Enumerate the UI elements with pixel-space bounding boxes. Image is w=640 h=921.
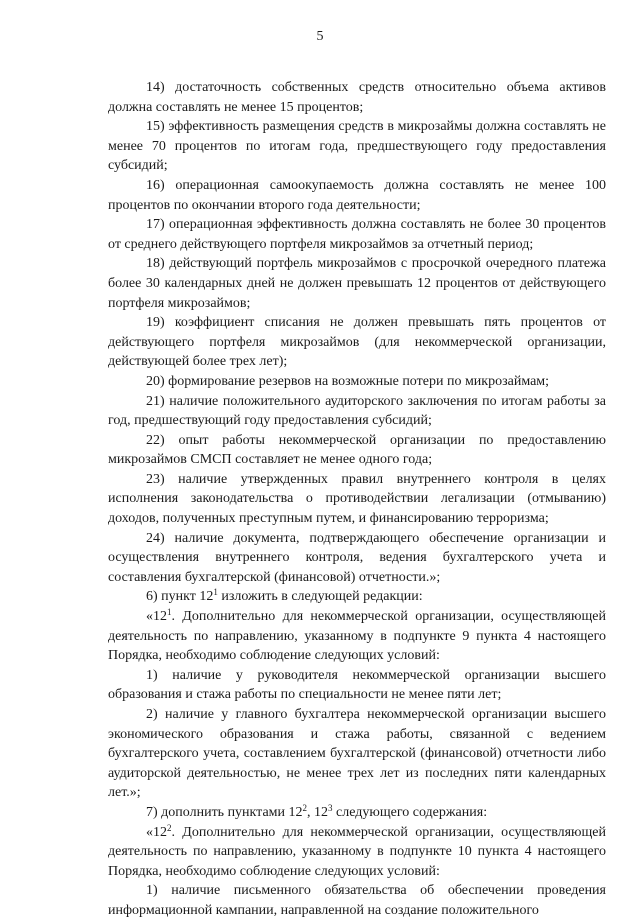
list-item-23: 23) наличие утвержденных правил внутреннего контроля в целях исполнения законодательства о противодействии легализации (отмыванию) доходов, полученных преступным путем, и финансированию терроризма; [108,471,606,527]
condition-12-1-item-1: 1) наличие у руководителя некоммерческой организации высшего образования и стажа работы по специальности не менее пяти лет; [108,667,606,703]
amendment-item-6-pre: 6) пункт 12 [146,589,214,605]
amendment-item-6 [108,587,606,607]
condition-12-1-item-2: 2) наличие у главного бухгалтера некоммерческой организации высшего экономического образования и стажа работы, связанной с ведением бухгалтерского учета, составлением бухгалтерской (финансовой) отчетности либо аудиторской деятельностью, не менее трех лет из последних пяти календарных лет.»; [108,707,606,801]
amendment-item-7 [108,803,606,823]
amendment-item-6-post: изложить в следующей редакции: [217,589,423,605]
amendment-item-7-mid: , 12 [307,804,329,820]
paragraph-12-1-post: . Дополнительно для некоммерческой организации, осуществляющей деятельность по направлению, указанному в подпункте 9 пункта 4 настоящего Порядка, необходимо соблюдение следующих условий: [108,609,606,664]
list-item-22: 22) опыт работы некоммерческой организации по предоставлению микрозаймов СМСП составляет не менее одного года; [108,432,606,468]
paragraph-12-1-sup: 1 [167,607,172,618]
amendment-item-7-sup2: 3 [328,802,333,813]
paragraph-12-2-sup: 2 [167,822,172,833]
paragraph-12-2 [108,823,606,882]
condition-12-2-item-1: 1) наличие письменного обязательства об обеспечении проведения информационной кампании, направленной на создание положительного [108,883,606,918]
list-item-15: 15) эффективность размещения средств в микрозаймы должна составлять не менее 70 процентов по итогам года, предшествующего году предоставления субсидий; [108,119,606,174]
paragraph-12-2-post: . Дополнительно для некоммерческой организации, осуществляющей деятельность по направлению, указанному в подпункте 10 пункта 4 настоящего Порядка, необходимо соблюдение следующих условий: [108,824,606,879]
amendment-item-7-sup1: 2 [302,802,308,813]
page-number: 5 [316,29,324,44]
amendment-item-7-pre: 7) дополнить пунктами 12 [146,804,303,820]
list-item-14: 14) достаточность собственных средств относительно объема активов должна составлять не менее 15 процентов; [108,80,606,115]
amendment-item-7-post: следующего содержания: [332,804,488,820]
paragraph-12-1 [108,607,606,666]
paragraph-12-1-pre: «12 [146,609,167,625]
list-item-20: 20) формирование резервов на возможные потери по микрозаймам; [146,373,550,389]
amendment-item-6-sup: 1 [213,587,218,598]
list-item-17: 17) операционная эффективность должна составлять не более 30 процентов от среднего действующего портфеля микрозаймов за отчетный период; [108,217,606,252]
list-item-19: 19) коэффициент списания не должен превышать пять процентов от действующего портфеля микрозаймов (для некоммерческой организации, действующей более трех лет); [108,315,606,370]
list-item-21: 21) наличие положительного аудиторского заключения по итогам работы за год, предшествующий году предоставления субсидий; [108,393,606,429]
document-body [108,78,606,921]
paragraph-12-2-pre: «12 [146,824,167,840]
list-item-16: 16) операционная самоокупаемость должна составлять не менее 100 процентов по окончании второго года деятельности; [108,177,606,213]
list-item-18: 18) действующий портфель микрозаймов с просрочкой очередного платежа более 30 календарных дней не должен превышать 12 процентов от действующего портфеля микрозаймов; [108,256,606,311]
list-item-24: 24) наличие документа, подтверждающего обеспечение организации и осуществления внутреннего контроля, ведения бухгалтерского учета и составления бухгалтерской (финансовой) отчетности.»; [108,530,606,585]
